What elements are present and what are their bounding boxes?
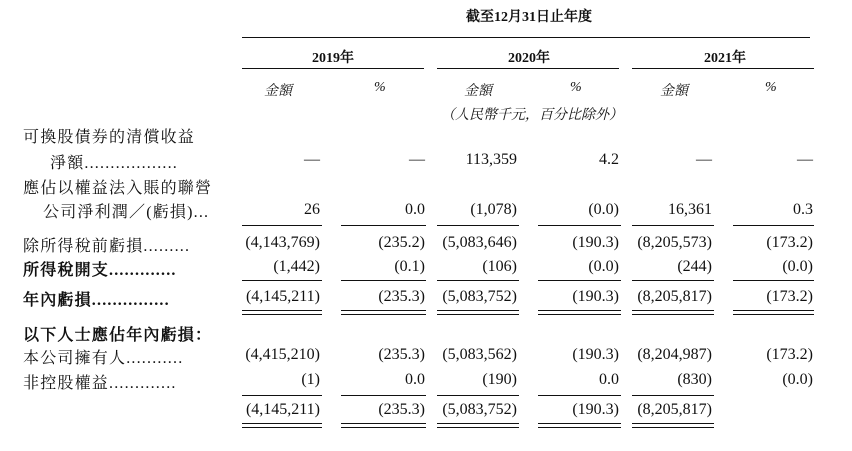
total-double-rule-2019-amount <box>242 423 322 428</box>
pretax-2020-pct: (190.3) <box>572 234 619 251</box>
total-double-rule-2020-pct <box>538 423 621 428</box>
row-label-nci: 非控股權益............. <box>23 375 177 392</box>
nci-rule-2021-amount <box>632 395 714 396</box>
row-label-owners: 本公司擁有人........... <box>23 350 184 367</box>
tax-rule-2020-pct <box>538 280 621 281</box>
pretax-2020-amount: (5,083,646) <box>442 234 517 251</box>
owners-2019-pct: (235.3) <box>378 346 425 363</box>
convertible-2021-amount: — <box>696 151 712 168</box>
owners-2021-amount: (8,204,987) <box>637 346 712 363</box>
year-2021-rule <box>632 68 814 69</box>
subtotal-rule-2019-amount <box>242 225 322 226</box>
loss-double-rule-2020-amount <box>437 310 519 315</box>
amount-header-2019: 金額 <box>264 84 292 99</box>
pct-header-2019: % <box>374 80 386 95</box>
tax-2020-pct: (0.0) <box>588 258 619 275</box>
loss-double-rule-2019-amount <box>242 310 322 315</box>
total-double-rule-2020-amount <box>437 423 519 428</box>
period-title-rule <box>242 37 810 38</box>
row-label-pretax: 除所得稅前虧損......... <box>23 238 191 255</box>
year-2021-header: 2021年 <box>704 51 746 66</box>
owners-2020-amount: (5,083,562) <box>442 346 517 363</box>
nci-2019-amount: (1) <box>301 371 320 388</box>
tax-2021-amount: (244) <box>677 258 712 275</box>
owners-2020-pct: (190.3) <box>572 346 619 363</box>
loss-double-rule-2021-pct <box>733 310 814 315</box>
total-2020-amount: (5,083,752) <box>442 401 517 418</box>
associates-2021-pct: 0.3 <box>793 201 813 218</box>
convertible-2020-pct: 4.2 <box>599 151 619 168</box>
loss-double-rule-2019-pct <box>341 310 426 315</box>
loss-2019-pct: (235.3) <box>378 288 425 305</box>
total-double-rule-2021-amount <box>632 423 714 428</box>
nci-rule-2019-amount <box>242 395 322 396</box>
pretax-2021-pct: (173.2) <box>766 234 813 251</box>
tax-rule-2019-pct <box>341 280 426 281</box>
amount-header-2020: 金額 <box>464 84 492 99</box>
loss-2020-pct: (190.3) <box>572 288 619 305</box>
loss-2019-amount: (4,145,211) <box>245 288 320 305</box>
tax-rule-2021-amount <box>632 280 714 281</box>
total-double-rule-2019-pct <box>341 423 426 428</box>
nci-rule-2020-pct <box>538 395 621 396</box>
pct-header-2020: % <box>570 80 582 95</box>
row-label-associates-line2: 公司淨利潤／(虧損)... <box>43 204 210 221</box>
loss-2020-amount: (5,083,752) <box>442 288 517 305</box>
total-2021-amount: (8,205,817) <box>637 401 712 418</box>
tax-rule-2019-amount <box>242 280 322 281</box>
total-2020-pct: (190.3) <box>572 401 619 418</box>
pretax-2019-amount: (4,143,769) <box>245 234 320 251</box>
tax-rule-2021-pct <box>733 280 814 281</box>
associates-2020-pct: (0.0) <box>588 201 619 218</box>
subtotal-rule-2020-pct <box>538 225 621 226</box>
row-label-convertible-line2: 淨額.................. <box>50 155 178 172</box>
tax-rule-2020-amount <box>437 280 519 281</box>
associates-2021-amount: 16,361 <box>668 201 712 218</box>
nci-2019-pct: 0.0 <box>405 371 425 388</box>
associates-2019-amount: 26 <box>304 201 320 218</box>
loss-2021-pct: (173.2) <box>766 288 813 305</box>
row-label-convertible-line1: 可換股債券的清償收益 <box>23 129 196 146</box>
pretax-2021-amount: (8,205,573) <box>637 234 712 251</box>
year-2019-rule <box>242 68 424 69</box>
row-label-loss: 年內虧損............... <box>23 292 170 309</box>
total-2019-pct: (235.3) <box>378 401 425 418</box>
tax-2020-amount: (106) <box>482 258 517 275</box>
convertible-2019-pct: — <box>409 151 425 168</box>
year-2020-header: 2020年 <box>508 51 550 66</box>
nci-2020-amount: (190) <box>482 371 517 388</box>
pretax-2019-pct: (235.2) <box>378 234 425 251</box>
section-title-attributable: 以下人士應佔年內虧損： <box>23 327 213 344</box>
period-title: 截至12月31日止年度 <box>466 10 592 25</box>
associates-2019-pct: 0.0 <box>405 201 425 218</box>
row-label-tax: 所得稅開支............. <box>23 262 177 279</box>
nci-rule-2020-amount <box>437 395 519 396</box>
loss-double-rule-2020-pct <box>538 310 621 315</box>
loss-double-rule-2021-amount <box>632 310 714 315</box>
tax-2021-pct: (0.0) <box>782 258 813 275</box>
nci-rule-2019-pct <box>341 395 426 396</box>
nci-2021-pct: (0.0) <box>782 371 813 388</box>
subtotal-rule-2021-pct <box>733 225 814 226</box>
year-2019-header: 2019年 <box>312 51 354 66</box>
associates-2020-amount: (1,078) <box>470 201 517 218</box>
pct-header-2021: % <box>765 80 777 95</box>
amount-header-2021: 金額 <box>660 84 688 99</box>
unit-note: （人民幣千元，百分比除外） <box>441 108 623 123</box>
year-2020-rule <box>437 68 619 69</box>
subtotal-rule-2019-pct <box>341 225 426 226</box>
owners-2021-pct: (173.2) <box>766 346 813 363</box>
subtotal-rule-2021-amount <box>632 225 714 226</box>
row-label-associates-line1: 應佔以權益法入賬的聯營 <box>23 180 213 197</box>
owners-2019-amount: (4,415,210) <box>245 346 320 363</box>
convertible-2021-pct: — <box>797 151 813 168</box>
tax-2019-amount: (1,442) <box>273 258 320 275</box>
loss-2021-amount: (8,205,817) <box>637 288 712 305</box>
convertible-2020-amount: 113,359 <box>465 151 517 168</box>
total-2019-amount: (4,145,211) <box>245 401 320 418</box>
tax-2019-pct: (0.1) <box>394 258 425 275</box>
subtotal-rule-2020-amount <box>437 225 519 226</box>
nci-2021-amount: (830) <box>677 371 712 388</box>
nci-2020-pct: 0.0 <box>599 371 619 388</box>
convertible-2019-amount: — <box>304 151 320 168</box>
